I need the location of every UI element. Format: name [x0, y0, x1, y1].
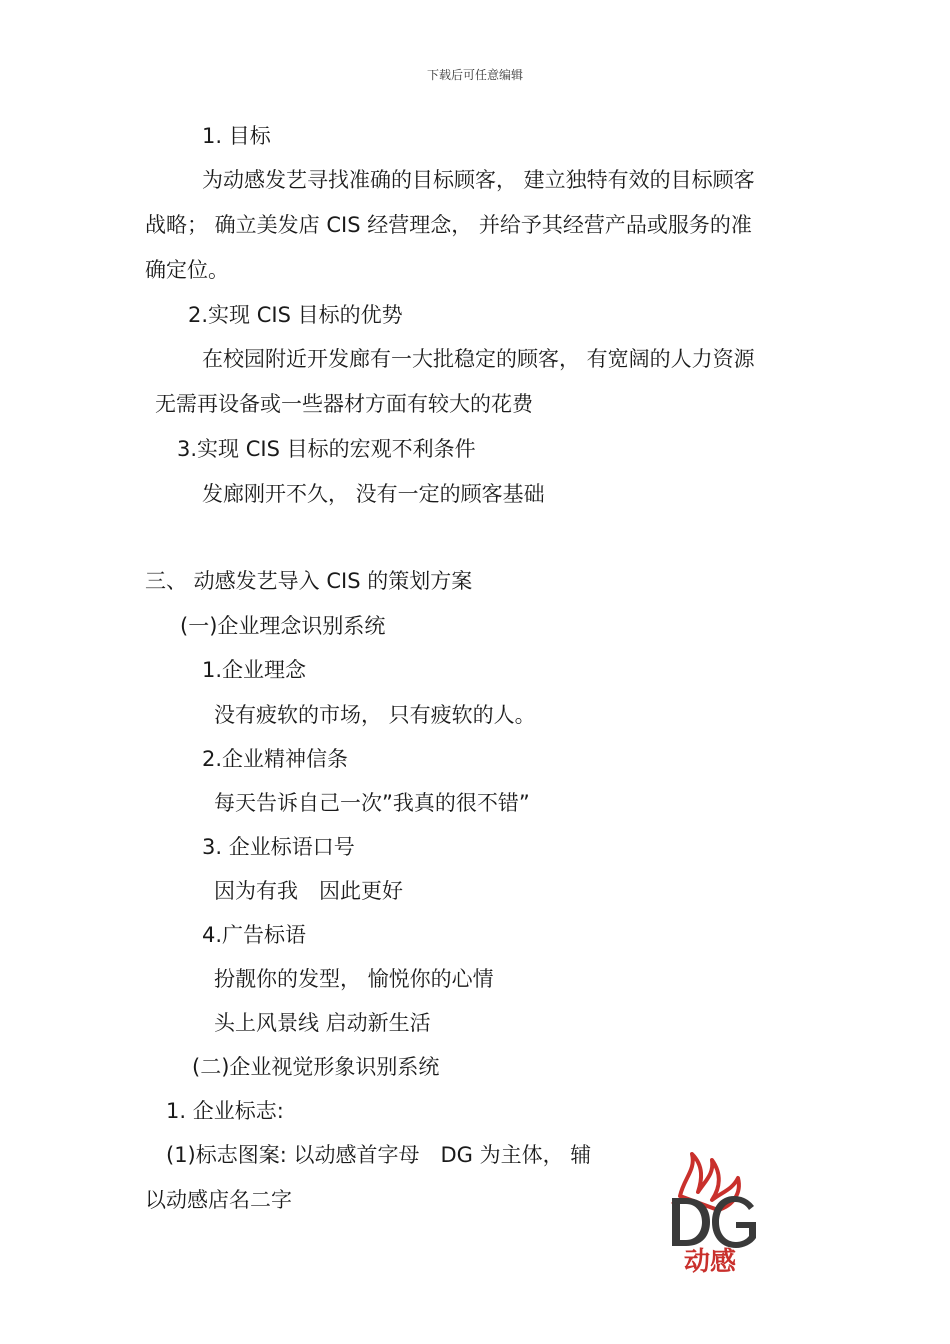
paragraph-line: 确定位。 [145, 258, 229, 282]
item-heading: 4.广告标语 [202, 923, 307, 947]
item-text: 以动感店名二字 [145, 1188, 292, 1212]
item-heading: 2.企业精神信条 [202, 747, 349, 771]
subsection-heading: (一)企业理念识别系统 [180, 614, 386, 638]
item-heading: 3. 企业标语口号 [202, 835, 355, 859]
paragraph-line: 发廊刚开不久， 没有一定的顾客基础 [202, 482, 545, 506]
paragraph-line: 战略； 确立美发店 CIS 经营理念， 并给予其经营产品或服务的准 [145, 213, 752, 237]
letter-d-shape [672, 1198, 710, 1246]
item-text: 因为有我 因此更好 [214, 879, 403, 903]
dg-logo-icon [662, 1148, 762, 1276]
item-text: 每天告诉自己一次”我真的很不错” [214, 791, 530, 815]
chapter-heading: 三、 动感发艺导入 CIS 的策划方案 [145, 569, 473, 593]
section-advantage-heading: 2.实现 CIS 目标的优势 [188, 303, 403, 327]
company-logo [662, 1148, 762, 1276]
paragraph-line: 无需再设备或一些器材方面有较大的花费 [155, 392, 533, 416]
letter-g-shape [712, 1196, 756, 1248]
item-heading: 1. 企业标志: [166, 1099, 284, 1123]
item-text: (1)标志图案: 以动感首字母 DG 为主体， 辅 [166, 1143, 592, 1167]
logo-name-text: 动感 [683, 1247, 737, 1276]
paragraph-line: 为动感发艺寻找准确的目标顾客， 建立独特有效的目标顾客 [202, 168, 755, 192]
section-goal-heading: 1. 目标 [202, 124, 271, 148]
item-text: 没有疲软的市场， 只有疲软的人。 [214, 703, 536, 727]
item-text: 扮靓你的发型， 愉悦你的心情 [214, 967, 494, 991]
paragraph-line: 在校园附近开发廊有一大批稳定的顾客， 有宽阔的人力资源 [202, 347, 755, 371]
page-header: 下载后可任意编辑 [426, 68, 523, 82]
item-heading: 1.企业理念 [202, 658, 307, 682]
section-disadvantage-heading: 3.实现 CIS 目标的宏观不利条件 [177, 437, 476, 461]
item-text: 头上风景线 启动新生活 [214, 1011, 431, 1035]
subsection-heading: (二)企业视觉形象识别系统 [192, 1055, 440, 1079]
